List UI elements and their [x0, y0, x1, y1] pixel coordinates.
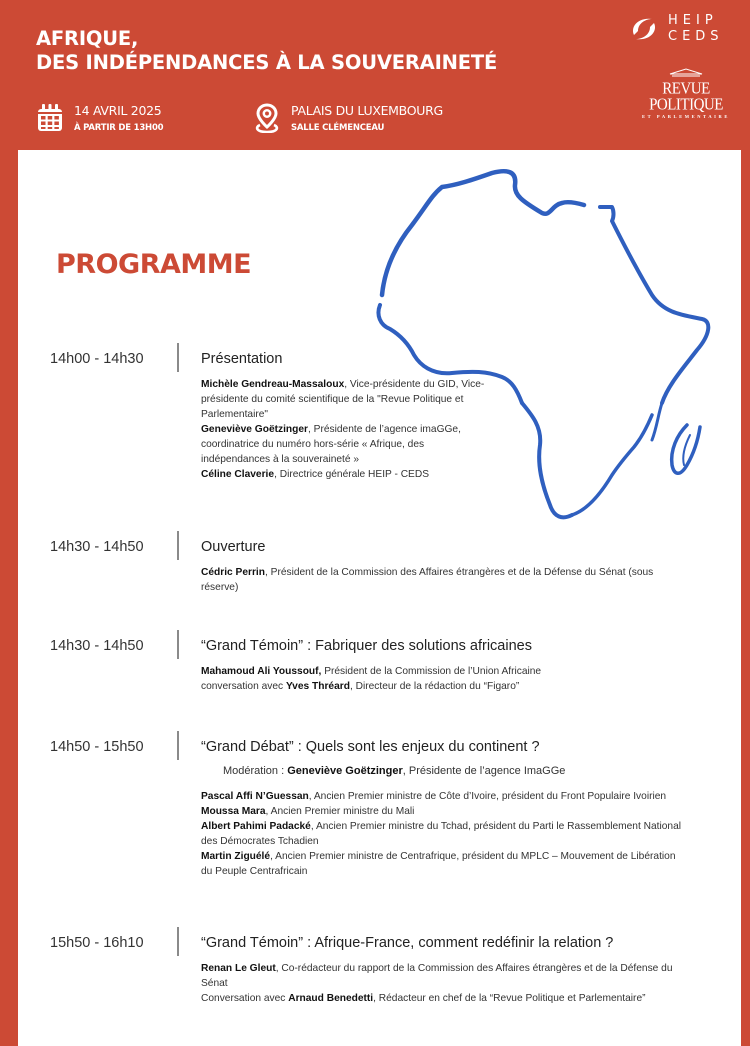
- title-line-1: AFRIQUE,: [36, 27, 139, 50]
- revue-subtitle: ET PARLEMENTAIRE: [642, 114, 730, 119]
- speaker-name: Michèle Gendreau-Massaloux: [201, 379, 345, 390]
- event-title: [36, 27, 497, 75]
- speaker-entry: [201, 467, 491, 482]
- start-time-text: À PARTIR DE 13H00: [74, 123, 164, 133]
- slot-time: 14h30 - 14h50: [50, 539, 144, 555]
- slot-heading: Présentation: [201, 351, 283, 367]
- slot-heading: “Grand Débat” : Quels sont les enjeux du continent ?: [201, 739, 540, 755]
- speaker-entry: [201, 789, 681, 804]
- temple-icon: [666, 68, 706, 78]
- conversation-prefix: Conversation avec: [201, 993, 289, 1004]
- speaker-entry: [201, 961, 681, 991]
- event-location: [253, 103, 443, 135]
- speaker-role: , Ancien Premier ministre de Côte d’Ivoire, président du Front Populaire Ivoirien: [308, 791, 667, 802]
- speaker-role: , Co-rédacteur du rapport de la Commission des Affaires étrangères et de la Défense du Sénat: [201, 963, 673, 989]
- slot-divider: [177, 343, 179, 372]
- conversation-prefix: conversation avec: [201, 681, 286, 692]
- title-line-2: DES INDÉPENDANCES À LA SOUVERAINETÉ: [36, 51, 498, 74]
- speaker-role: , Ancien Premier ministre de Centrafrique, président du MPLC – Mouvement de Libération du Peuple Centrafricain: [201, 851, 676, 877]
- slot-speakers: [201, 664, 681, 694]
- calendar-icon: [36, 103, 64, 133]
- speaker-name: Albert Pahimi Padacké: [201, 821, 311, 832]
- slot-divider: [177, 731, 179, 760]
- slot-heading: Ouverture: [201, 539, 266, 555]
- speaker-name: Céline Claverie: [201, 469, 275, 480]
- speaker-entry: [201, 679, 681, 694]
- moderator-role: , Présidente de l’agence ImaGGe: [402, 765, 566, 777]
- speaker-role: , Vice-présidente du GID, Vice-présidente du comité scientifique de la "Revue Politique et Parlementaire": [201, 379, 485, 420]
- heip-swirl-icon: [628, 13, 660, 45]
- speaker-entry: [201, 422, 491, 467]
- speaker-entry: [201, 849, 681, 879]
- speaker-role: , Ancien Premier ministre du Tchad, président du Parti le Rassemblement National des Démocrates Tchadien: [201, 821, 681, 847]
- event-date: [36, 103, 163, 135]
- slot-divider: [177, 531, 179, 560]
- speaker-role: , Ancien Premier ministre du Mali: [265, 806, 415, 817]
- speaker-name: Geneviève Goëtzinger: [201, 424, 309, 435]
- speaker-name: Moussa Mara: [201, 806, 266, 817]
- slot-speakers: [201, 565, 681, 595]
- speaker-entry: [201, 804, 681, 819]
- speaker-name: Renan Le Gleut: [201, 963, 276, 974]
- slot-speakers: [201, 961, 681, 1006]
- slot-heading: “Grand Témoin” : Afrique-France, comment redéfinir la relation ?: [201, 935, 614, 951]
- speaker-entry: [201, 819, 681, 849]
- slot-heading: “Grand Témoin” : Fabriquer des solutions africaines: [201, 638, 532, 654]
- room-text: SALLE CLÉMENCEAU: [291, 123, 385, 133]
- heip-ceds-logo: [628, 13, 724, 45]
- slot-divider: [177, 630, 179, 659]
- moderation-line: [223, 764, 681, 779]
- speaker-role: Président de la Commission de l’Union Africaine: [321, 666, 542, 677]
- speaker-entry: [201, 565, 681, 595]
- speaker-name: Yves Thréard: [285, 681, 350, 692]
- programme-title: PROGRAMME: [56, 249, 252, 280]
- slot-time: 15h50 - 16h10: [50, 935, 144, 951]
- speaker-role: , Directeur de la rédaction du “Figaro”: [349, 681, 520, 692]
- location-pin-icon: [253, 103, 281, 133]
- speaker-name: Cédric Perrin: [201, 567, 265, 578]
- slot-speakers: [201, 766, 681, 879]
- slot-speakers: [201, 377, 491, 482]
- speaker-entry: [201, 377, 491, 422]
- speaker-name: Mahamoud Ali Youssouf,: [201, 666, 322, 677]
- header-banner: [0, 0, 750, 150]
- slot-time: 14h30 - 14h50: [50, 638, 144, 654]
- speaker-entry: [201, 991, 681, 1006]
- heip-text: HEIP: [668, 13, 718, 28]
- moderation-label: Modération :: [223, 765, 288, 777]
- speaker-entry: [201, 664, 681, 679]
- speaker-role: , Directrice générale HEIP - CEDS: [274, 469, 430, 480]
- speaker-name: Pascal Affi N’Guessan: [201, 791, 309, 802]
- speaker-role: , Président de la Commission des Affaires étrangères et de la Défense du Sénat (sous réserve): [201, 567, 654, 593]
- venue-text: PALAIS DU LUXEMBOURG: [291, 103, 443, 118]
- slot-time: 14h00 - 14h30: [50, 351, 144, 367]
- date-text: 14 AVRIL 2025: [74, 103, 162, 118]
- slot-time: 14h50 - 15h50: [50, 739, 144, 755]
- speaker-name: Arnaud Benedetti: [288, 993, 374, 1004]
- moderator-name: Geneviève Goëtzinger: [287, 765, 403, 777]
- slot-divider: [177, 927, 179, 956]
- speaker-name: Martin Ziguélé: [201, 851, 271, 862]
- speaker-role: , Présidente de l’agence imaGGe, coordinatrice du numéro hors-série « Afrique, des indépendances à la souveraineté »: [201, 424, 461, 465]
- revue-politique-logo: [630, 65, 742, 119]
- ceds-text: CEDS: [668, 29, 724, 44]
- speaker-role: , Rédacteur en chef de la “Revue Politique et Parlementaire”: [373, 993, 646, 1004]
- revue-name: REVUE POLITIQUE: [649, 79, 723, 115]
